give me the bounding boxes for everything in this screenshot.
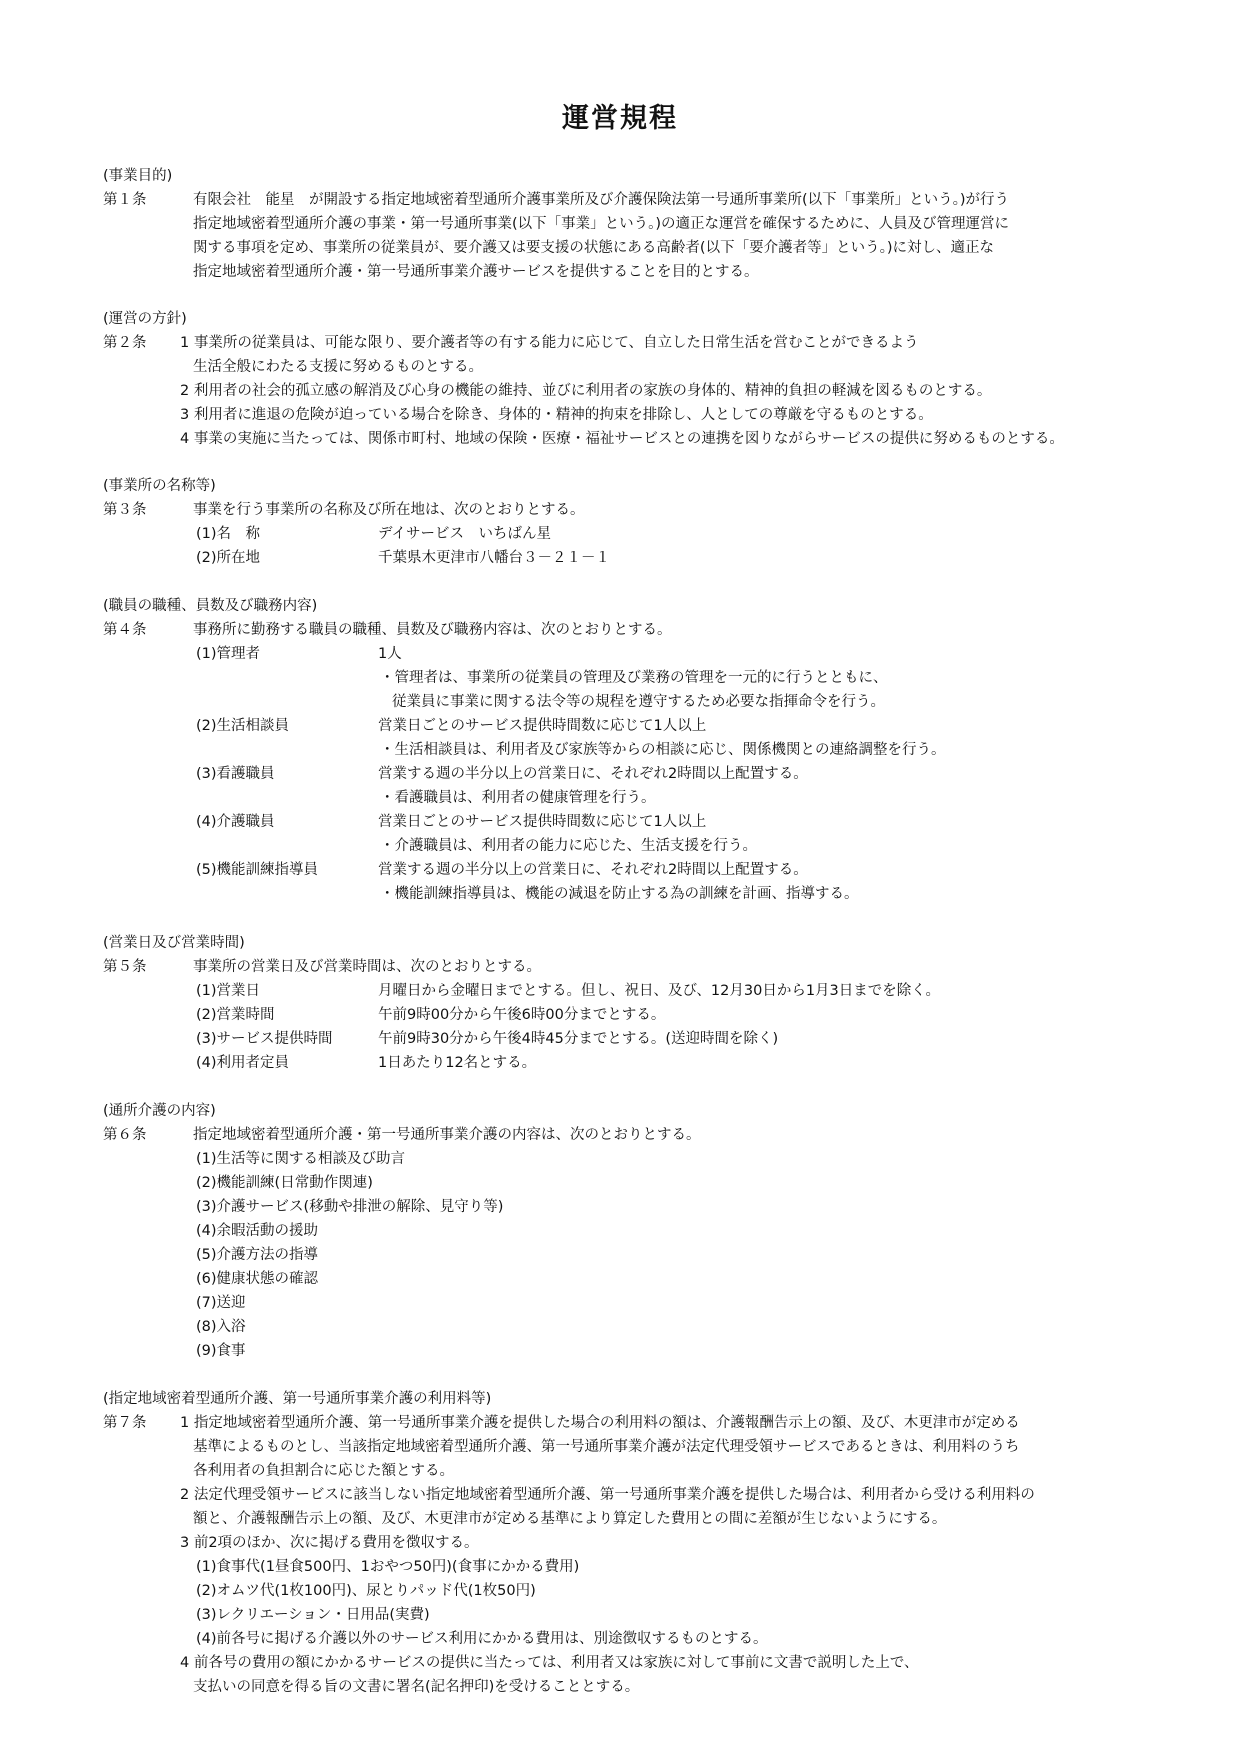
item-note: ・介護職員は、利用者の能力に応じた、生活支援を行う。 <box>380 838 757 854</box>
item-value: 月曜日から金曜日までとする。但し、祝日、及び、12月30日から1月3日までを除く。 <box>378 983 940 999</box>
paragraph-line: 3 利用者に進退の危険が迫っている場合を除き、身体的・精神的拘束を排除し、人としての尊厳を守るものとする。 <box>180 407 933 423</box>
text-line: 関する事項を定め、事業所の従業員が、要介護又は要支援の状態にある高齢者(以下「要介護者等」という。)に対し、適正な <box>193 240 994 256</box>
list-item: (2)機能訓練(日常動作関連) <box>196 1175 373 1191</box>
paragraph-line: 生活全般にわたる支援に努めるものとする。 <box>193 359 483 375</box>
text-line: 指定地域密着型通所介護・第一号通所事業介護サービスを提供することを目的とする。 <box>193 264 759 280</box>
fee-item: (4)前各号に掲げる介護以外のサービス利用にかかる費用は、別途徴収するものとする。 <box>196 1631 768 1647</box>
item-value: 1日あたり12名とする。 <box>378 1055 537 1071</box>
article-intro: 事業所の営業日及び営業時間は、次のとおりとする。 <box>193 959 541 975</box>
paragraph-line: 支払いの同意を得る旨の文書に署名(記名押印)を受けることとする。 <box>193 1679 640 1695</box>
item-label: (2)所在地 <box>196 550 261 566</box>
item-value: デイサービス いちばん星 <box>378 526 551 542</box>
article-heading: (営業日及び営業時間) <box>103 935 245 951</box>
item-value: 1人 <box>378 646 402 662</box>
article-intro: 事業を行う事業所の名称及び所在地は、次のとおりとする。 <box>193 502 585 518</box>
item-value: 千葉県木更津市八幡台３－２１－１ <box>378 550 610 566</box>
list-item: (4)余暇活動の援助 <box>196 1223 319 1239</box>
paragraph-line: 3 前2項のほか、次に掲げる費用を徴収する。 <box>180 1535 479 1551</box>
paragraph-line: 1 指定地域密着型通所介護、第一号通所事業介護を提供した場合の利用料の額は、介護報酬告示上の額、及び、木更津市が定める <box>180 1415 1020 1431</box>
paragraph-line: 4 前各号の費用の額にかかるサービスの提供に当たっては、利用者又は家族に対して事前に文書で説明した上で、 <box>180 1655 919 1671</box>
article-heading: (職員の職種、員数及び職務内容) <box>103 598 318 614</box>
fee-item: (1)食事代(1昼食500円、1おやつ50円)(食事にかかる費用) <box>196 1559 580 1575</box>
article-intro: 事務所に勤務する職員の職種、員数及び職務内容は、次のとおりとする。 <box>193 622 672 638</box>
paragraph-line: 2 法定代理受領サービスに該当しない指定地域密着型通所介護、第一号通所事業介護を提供した場合は、利用者から受ける利用料の <box>180 1487 1035 1503</box>
item-label: (4)介護職員 <box>196 814 275 830</box>
item-value: 営業日ごとのサービス提供時間数に応じて1人以上 <box>378 718 707 734</box>
item-label: (2)生活相談員 <box>196 718 290 734</box>
list-item: (9)食事 <box>196 1343 246 1359</box>
item-note: ・機能訓練指導員は、機能の減退を防止する為の訓練を計画、指導する。 <box>380 886 859 902</box>
article-number: 第７条 <box>103 1415 147 1431</box>
text-line: 指定地域密着型通所介護の事業・第一号通所事業(以下「事業」という。)の適正な運営を確保するために、人員及び管理運営に <box>193 216 1010 232</box>
item-label: (1)管理者 <box>196 646 261 662</box>
article-number: 第３条 <box>103 502 147 518</box>
item-value: 営業日ごとのサービス提供時間数に応じて1人以上 <box>378 814 707 830</box>
article-heading: (事業目的) <box>103 168 173 184</box>
list-item: (7)送迎 <box>196 1295 246 1311</box>
item-note: ・看護職員は、利用者の健康管理を行う。 <box>380 790 656 806</box>
text-line: 有限会社 能星 が開設する指定地域密着型通所介護事業所及び介護保険法第一号通所事業所(以下「事業所」という。)が行う <box>193 192 1010 208</box>
item-note: ・生活相談員は、利用者及び家族等からの相談に応じ、関係機関との連絡調整を行う。 <box>380 742 946 758</box>
item-value: 午前9時30分から午後4時45分までとする。(送迎時間を除く) <box>378 1031 779 1047</box>
item-label: (1)名 称 <box>196 526 261 542</box>
list-item: (3)介護サービス(移動や排泄の解除、見守り等) <box>196 1199 504 1215</box>
article-heading: (事業所の名称等) <box>103 478 216 494</box>
article-heading: (運営の方針) <box>103 311 187 327</box>
list-item: (5)介護方法の指導 <box>196 1247 319 1263</box>
paragraph-line: 4 事業の実施に当たっては、関係市町村、地域の保険・医療・福祉サービスとの連携を図りながらサービスの提供に努めるものとする。 <box>180 431 1064 447</box>
item-value: 営業する週の半分以上の営業日に、それぞれ2時間以上配置する。 <box>378 766 808 782</box>
paragraph-line: 2 利用者の社会的孤立感の解消及び心身の機能の維持、並びに利用者の家族の身体的、精神的負担の軽減を図るものとする。 <box>180 383 992 399</box>
list-item: (8)入浴 <box>196 1319 246 1335</box>
article-intro: 指定地域密着型通所介護・第一号通所事業介護の内容は、次のとおりとする。 <box>193 1127 701 1143</box>
item-label: (3)看護職員 <box>196 766 275 782</box>
article-number: 第２条 <box>103 335 147 351</box>
item-label: (2)営業時間 <box>196 1007 275 1023</box>
item-note: ・管理者は、事業所の従業員の管理及び業務の管理を一元的に行うとともに、 <box>380 670 888 686</box>
article-number: 第５条 <box>103 959 147 975</box>
item-label: (5)機能訓練指導員 <box>196 862 319 878</box>
article-number: 第４条 <box>103 622 147 638</box>
item-label: (1)営業日 <box>196 983 261 999</box>
fee-item: (3)レクリエーション・日用品(実費) <box>196 1607 430 1623</box>
list-item: (6)健康状態の確認 <box>196 1271 319 1287</box>
item-note: 従業員に事業に関する法令等の規程を遵守するため必要な指揮命令を行う。 <box>392 694 885 710</box>
article-heading: (指定地域密着型通所介護、第一号通所事業介護の利用料等) <box>103 1391 492 1407</box>
list-item: (1)生活等に関する相談及び助言 <box>196 1151 406 1167</box>
article-number: 第６条 <box>103 1127 147 1143</box>
paragraph-line: 額と、介護報酬告示上の額、及び、木更津市が定める基準により算定した費用との間に差額が生じないようにする。 <box>193 1511 947 1527</box>
item-value: 営業する週の半分以上の営業日に、それぞれ2時間以上配置する。 <box>378 862 808 878</box>
item-label: (4)利用者定員 <box>196 1055 290 1071</box>
item-value: 午前9時00分から午後6時00分までとする。 <box>378 1007 666 1023</box>
paragraph-line: 1 事業所の従業員は、可能な限り、要介護者等の有する能力に応じて、自立した日常生活を営むことができるよう <box>180 335 919 351</box>
paragraph-line: 各利用者の負担割合に応じた額とする。 <box>193 1463 454 1479</box>
page-title: 運営規程 <box>562 103 678 134</box>
fee-item: (2)オムツ代(1枚100円)、尿とりパッド代(1枚50円) <box>196 1583 536 1599</box>
article-heading: (通所介護の内容) <box>103 1103 216 1119</box>
item-label: (3)サービス提供時間 <box>196 1031 333 1047</box>
article-number: 第１条 <box>103 192 147 208</box>
paragraph-line: 基準によるものとし、当該指定地域密着型通所介護、第一号通所事業介護が法定代理受領サービスであるときは、利用料のうち <box>193 1439 1020 1455</box>
